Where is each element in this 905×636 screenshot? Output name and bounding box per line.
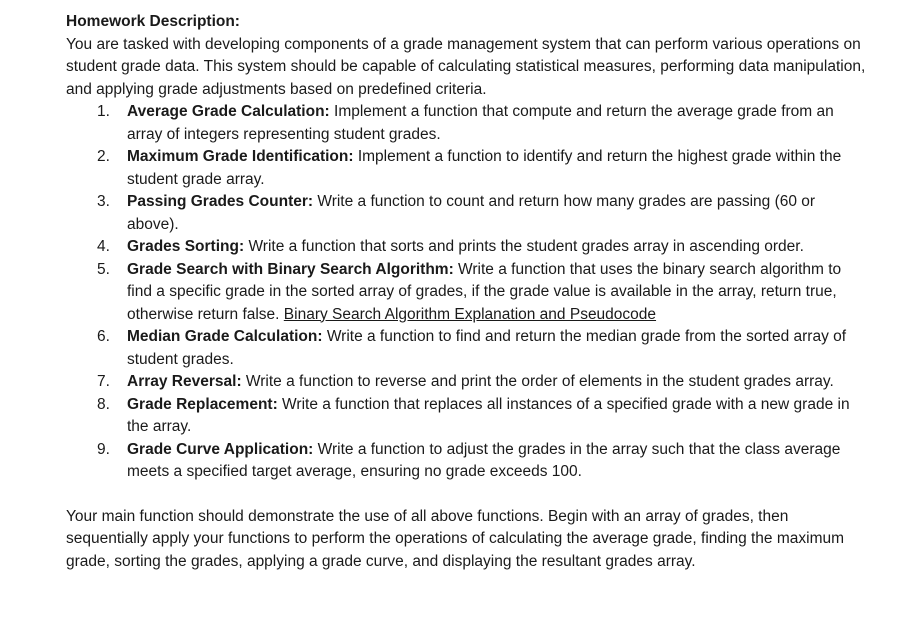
task-title: Grades Sorting: — [127, 238, 245, 255]
task-text: Implement a function to identify and return the highest grade within the student grade array. — [127, 148, 842, 188]
task-item — [97, 101, 866, 146]
task-item — [97, 439, 866, 484]
task-number: 3. — [97, 193, 110, 210]
task-list — [66, 101, 866, 484]
task-number: 8. — [97, 395, 110, 413]
task-text: Write a function to find and return the median grade from the sorted array of student grades. — [127, 328, 847, 368]
task-title: Grade Curve Application: — [127, 440, 314, 458]
task-title: Median Grade Calculation: — [127, 328, 323, 345]
task-number: 6. — [97, 328, 110, 345]
task-item — [97, 191, 866, 236]
task-number: 5. — [97, 260, 110, 278]
task-title: Passing Grades Counter: — [127, 193, 314, 210]
task-number: 1. — [97, 103, 110, 120]
task-item — [97, 259, 866, 327]
task-text: Write a function that replaces all instances of a specified grade with a new grade in the array. — [127, 395, 850, 435]
document-heading: Homework Description: — [66, 13, 240, 30]
outro-paragraph: Your main function should demonstrate the use of all above functions. Begin with an array of grades, then sequentially apply your functions to perform the operations of calculating the average grade, finding the maximum grade, sorting the grades, applying a grade curve, and displaying the resultant grades array. — [66, 507, 845, 570]
task-text: Write a function to reverse and print the order of elements in the student grades array. — [241, 373, 834, 390]
task-text: Implement a function that compute and return the average grade from an array of integers representing student grades. — [127, 103, 834, 143]
task-number: 7. — [97, 373, 110, 390]
task-title: Grade Replacement: — [127, 395, 278, 413]
task-title: Array Reversal: — [127, 373, 242, 390]
task-number: 9. — [97, 440, 110, 458]
task-text: Write a function to adjust the grades in the array such that the class average meets a specified target average, ensuring no grade exceeds 100. — [127, 440, 841, 480]
task-title: Maximum Grade Identification: — [127, 148, 354, 165]
binary-search-link[interactable]: Binary Search Algorithm Explanation and Pseudocode — [283, 305, 657, 323]
task-title: Grade Search with Binary Search Algorithm: — [127, 260, 454, 278]
task-text: Write a function to count and return how many grades are passing (60 or above). — [127, 193, 816, 233]
task-number: 2. — [97, 148, 110, 165]
task-text: Write a function that sorts and prints the student grades array in ascending order. — [244, 238, 804, 255]
task-title: Average Grade Calculation: — [127, 103, 330, 120]
task-text: Write a function that uses the binary search algorithm to find a specific grade in the sorted array of grades, if the grade value is available in the array, return true, otherwise return false. — [127, 260, 842, 323]
task-item — [97, 146, 866, 191]
task-item — [97, 371, 866, 394]
task-number: 4. — [97, 238, 110, 255]
intro-paragraph: You are tasked with developing components of a grade management system that can perform various operations on student grade data. This system should be capable of calculating statistical measures, performing data manipulation, and applying grade adjustments based on predefined criteria. — [66, 35, 866, 98]
task-item — [97, 394, 866, 439]
task-item — [97, 236, 866, 259]
task-item — [97, 326, 866, 371]
